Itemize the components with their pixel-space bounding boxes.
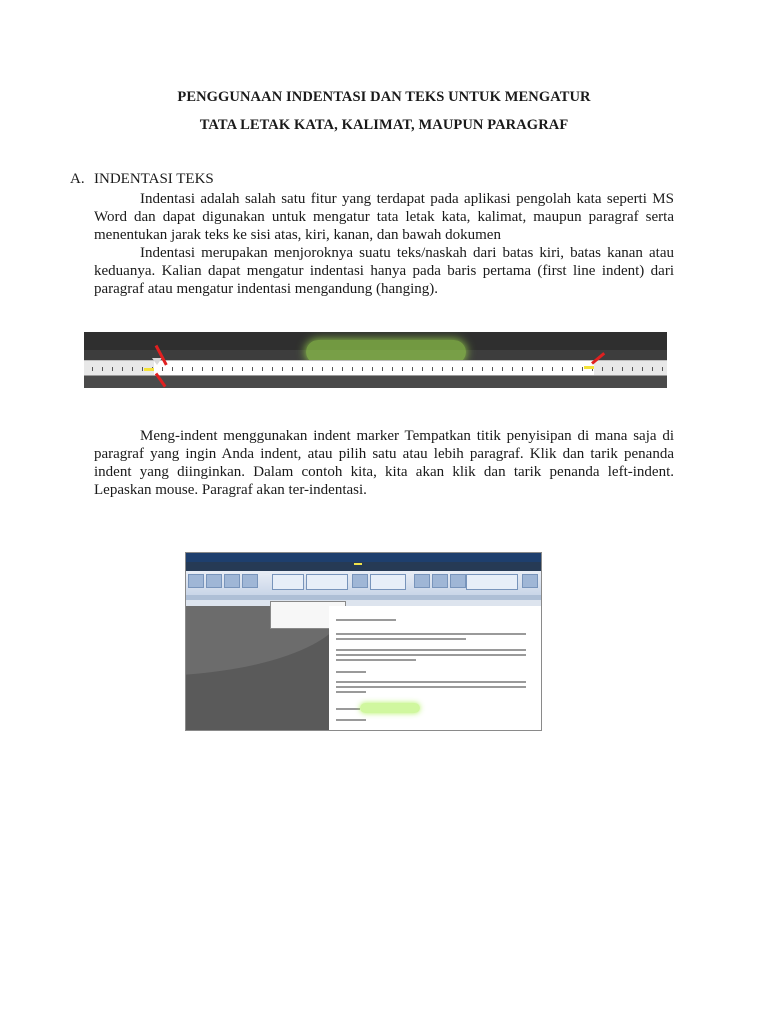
- ruler-tick: [292, 367, 293, 371]
- ruler-tick: [452, 367, 453, 371]
- ruler-tick: [302, 367, 303, 371]
- ruler-tick: [562, 367, 563, 371]
- ruler-tick: [232, 367, 233, 371]
- left-indent-marker: [152, 358, 162, 365]
- ruler-tick: [242, 367, 243, 371]
- ruler-tick: [112, 367, 113, 371]
- paragraph-2-text: Indentasi merupakan menjoroknya suatu teks/naskah dari batas kiri, batas kanan atau keduanya. Kalian dapat mengatur indentasi hanya pada baris pertama (first line indent) dari paragraf atau mengatur indentasi mengandung (hanging).: [94, 245, 674, 297]
- ruler-tick: [472, 367, 473, 371]
- ruler-screenshot: [84, 332, 667, 388]
- ruler-tick: [342, 367, 343, 371]
- ruler-tick: [662, 367, 663, 371]
- view-tab-highlight: [354, 563, 362, 565]
- ruler-tick: [422, 367, 423, 371]
- ruler-tick: [382, 367, 383, 371]
- ruler-tick: [642, 367, 643, 371]
- section-title: INDENTASI TEKS: [94, 171, 214, 187]
- ruler-tick: [372, 367, 373, 371]
- ruler-tick: [162, 367, 163, 371]
- ruler-tick: [272, 367, 273, 371]
- document-title-line-1: PENGGUNAAN INDENTASI DAN TEKS UNTUK MENGATUR: [177, 89, 591, 105]
- ruler-tick: [492, 367, 493, 371]
- ruler-tick: [652, 367, 653, 371]
- ruler-tick: [352, 367, 353, 371]
- ruler-tick: [182, 367, 183, 371]
- ruler-tick: [282, 367, 283, 371]
- ruler-tick: [542, 367, 543, 371]
- ruler-tick: [572, 367, 573, 371]
- paragraph-1: [94, 190, 674, 244]
- ruler-tick: [132, 367, 133, 371]
- ruler-tick: [532, 367, 533, 371]
- ruler-tick: [622, 367, 623, 371]
- ruler-tick: [582, 367, 583, 371]
- ruler-tick: [502, 367, 503, 371]
- ruler-tick: [512, 367, 513, 371]
- ruler-tick: [432, 367, 433, 371]
- ruler-tick: [442, 367, 443, 371]
- ruler-tick: [142, 367, 143, 371]
- ruler-tick: [122, 367, 123, 371]
- ruler-tick: [332, 367, 333, 371]
- ruler-tick: [632, 367, 633, 371]
- ruler-tick: [202, 367, 203, 371]
- word-titlebar: [186, 553, 541, 562]
- section-heading: [70, 171, 214, 188]
- paragraph-1-text: Indentasi adalah salah satu fitur yang terdapat pada aplikasi pengolah kata seperti MS Word dan dapat digunakan untuk mengatur tata letak kata, kalimat, maupun paragraf serta menentukan jarak teks ke sisi atas, kiri, kanan, dan bawah dokumen: [94, 191, 674, 243]
- ruler-tick: [392, 367, 393, 371]
- ruler-tick: [222, 367, 223, 371]
- ruler-tick: [552, 367, 553, 371]
- ruler-tick: [252, 367, 253, 371]
- ruler-tick: [192, 367, 193, 371]
- ruler-tick: [322, 367, 323, 371]
- ruler-tick: [482, 367, 483, 371]
- ruler-tick: [262, 367, 263, 371]
- word-ribbon-screenshot: [185, 552, 542, 731]
- ruler-tick: [402, 367, 403, 371]
- section-number: A.: [70, 171, 85, 187]
- ruler-tick: [102, 367, 103, 371]
- paragraph-3-text: Meng-indent menggunakan indent marker Tempatkan titik penyisipan di mana saja di paragraf yang ingin Anda indent, atau pilih satu atau lebih paragraf. Klik dan tarik penanda indent yang diinginkan. Dalam contoh kita, kita akan klik dan tarik penanda left-indent. Lepaskan mouse. Paragraf akan ter-indentasi.: [94, 428, 674, 498]
- ruler-tick: [612, 367, 613, 371]
- word-tab-bar: [186, 562, 541, 571]
- ruler-tick: [462, 367, 463, 371]
- highlight-glow-small: [360, 703, 420, 713]
- ruler-tick: [172, 367, 173, 371]
- ruler-strip: [84, 360, 667, 376]
- ruler-tick: [312, 367, 313, 371]
- ruler-tick: [412, 367, 413, 371]
- ruler-tick: [212, 367, 213, 371]
- document-title-line-2: TATA LETAK KATA, KALIMAT, MAUPUN PARAGRAF: [199, 117, 569, 133]
- ruler-tick: [362, 367, 363, 371]
- ruler-tick: [602, 367, 603, 371]
- ruler-tick: [92, 367, 93, 371]
- paragraph-2: [94, 244, 674, 298]
- paragraph-3: [94, 427, 674, 499]
- ruler-tick: [522, 367, 523, 371]
